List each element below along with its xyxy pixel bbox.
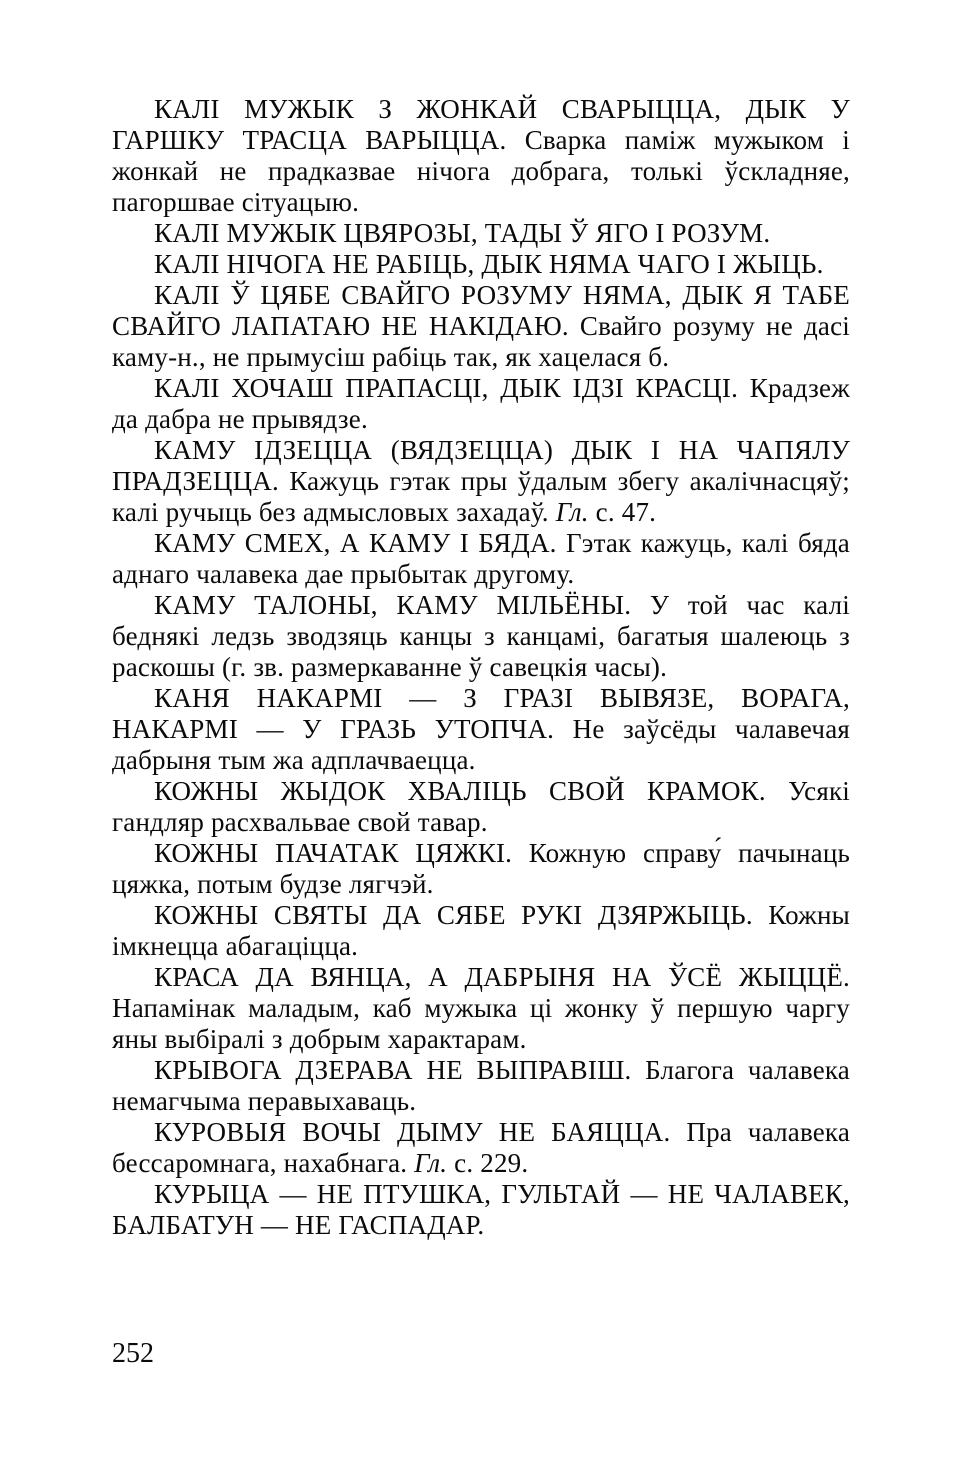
explanation-text: Не заўсёды чалавечая дабрыня тым жа адплачваецца.: [112, 714, 850, 775]
proverb-headword: КОЖНЫ ПАЧАТАК ЦЯЖКІ.: [154, 838, 513, 868]
explanation-text: Усякі гандляр расхвальвае свой тавар.: [112, 776, 850, 837]
explanation-text: с. 229.: [447, 1148, 529, 1178]
proverb-headword: КАЛІ НІЧОГА НЕ РАБІЦЬ, ДЫК НЯМА ЧАГО І ЖЫЦЬ.: [154, 249, 824, 279]
explanation-text: Кожную справу́ пачынаць цяжка, потым будзе лягчэй.: [112, 838, 850, 899]
proverb-headword: КАМУ СМЕХ, А КАМУ І БЯДА.: [154, 528, 557, 558]
explanation-text: Благога чалавека немагчыма перавыхаваць.: [112, 1055, 850, 1116]
explanation-text: с. 47.: [588, 497, 657, 527]
explanation-text: Свайго розуму не дасі каму-н., не прымусіш рабіць так, як хацелася б.: [112, 311, 850, 372]
explanation-text: У той час калі беднякі ледзь зводзяць канцы з канцамі, багатыя шалеюць з раскошы (г. зв. размеркаванне ў савецкія часы).: [112, 590, 850, 682]
paragraph: [112, 1179, 850, 1241]
cross-reference-label: Гл.: [555, 497, 589, 527]
explanation-text: Гэтак кажуць, калі бяда аднаго чалавека дае прыбытак другому.: [112, 528, 850, 589]
page-body: [112, 94, 850, 1241]
proverb-headword: КРЫВОГА ДЗЕРАВА НЕ ВЫПРАВІШ.: [154, 1055, 632, 1085]
paragraph: [112, 435, 850, 528]
paragraph: [112, 373, 850, 435]
paragraph: [112, 528, 850, 590]
paragraph: [112, 94, 850, 218]
paragraph: [112, 683, 850, 776]
proverb-headword: КАЛІ МУЖЫК З ЖОНКАЙ СВАРЫЦЦА, ДЫК У ГАРШКУ ТРАСЦА ВАРЫЦЦА.: [112, 94, 850, 155]
paragraph: [112, 218, 850, 249]
proverb-headword: КУРЫЦА — НЕ ПТУШКА, ГУЛЬТАЙ — НЕ ЧАЛАВЕК, БАЛБАТУН — НЕ ГАСПАДАР.: [112, 1179, 850, 1240]
proverb-headword: КОЖНЫ СВЯТЫ ДА СЯБЕ РУКІ ДЗЯРЖЫЦЬ.: [154, 900, 753, 930]
proverb-headword: КУРОВЫЯ ВОЧЫ ДЫМУ НЕ БАЯЦЦА.: [154, 1117, 671, 1147]
proverb-headword: КОЖНЫ ЖЫДОК ХВАЛІЦЬ СВОЙ КРАМОК.: [154, 776, 766, 806]
paragraph: [112, 900, 850, 962]
proverb-headword: КРАСА ДА ВЯНЦА, А ДАБРЫНЯ НА ЎСЁ ЖЫЦЦЁ.: [154, 962, 850, 992]
paragraph: [112, 280, 850, 373]
explanation-text: Кожны імкнецца абагаціцца.: [112, 900, 850, 961]
proverb-headword: КАЛІ Ў ЦЯБЕ СВАЙГО РОЗУМУ НЯМА, ДЫК Я ТАБЕ СВАЙГО ЛАПАТАЮ НЕ НАКІДАЮ.: [112, 280, 850, 341]
proverb-headword: КАЛІ ХОЧАШ ПРАПАСЦІ, ДЫК ІДЗІ КРАСЦІ.: [154, 373, 739, 403]
paragraph: [112, 1055, 850, 1117]
paragraph: [112, 590, 850, 683]
explanation-text: Кажуць гэтак пры ўдалым збегу акалічнасцяў; калі ручыць без адмысловых захадаў.: [112, 466, 850, 527]
cross-reference-label: Гл.: [414, 1148, 448, 1178]
proverb-headword: КАМУ ІДЗЕЦЦА (ВЯДЗЕЦЦА) ДЫК І НА ЧАПЯЛУ ПРАДЗЕЦЦА.: [112, 435, 850, 496]
proverb-headword: КАМУ ТАЛОНЫ, КАМУ МІЛЬЁНЫ.: [154, 590, 632, 620]
explanation-text: Пра чалавека бессаромнага, нахабнага.: [112, 1117, 851, 1178]
paragraph: [112, 776, 850, 838]
paragraph: [112, 1117, 850, 1179]
paragraph: [112, 249, 850, 280]
explanation-text: Сварка паміж мужыком і жонкай не прадказвае нічога добрага, толькі ўскладняе, пагоршвае сітуацыю.: [112, 125, 850, 217]
page-number: 252: [112, 1338, 154, 1369]
explanation-text: Крадзеж да дабра не прывядзе.: [112, 373, 851, 434]
paragraph: [112, 962, 850, 1055]
proverb-headword: КАНЯ НАКАРМІ — З ГРАЗІ ВЫВЯЗЕ, ВОРАГА, НАКАРМІ — У ГРАЗЬ УТОПЧА.: [112, 683, 850, 744]
explanation-text: Напамінак маладым, каб мужыка ці жонку ў першую чаргу яны выбіралі з добрым характарам.: [112, 993, 850, 1054]
proverb-headword: КАЛІ МУЖЫК ЦВЯРОЗЫ, ТАДЫ Ў ЯГО І РОЗУМ.: [154, 218, 771, 248]
paragraph: [112, 838, 850, 900]
